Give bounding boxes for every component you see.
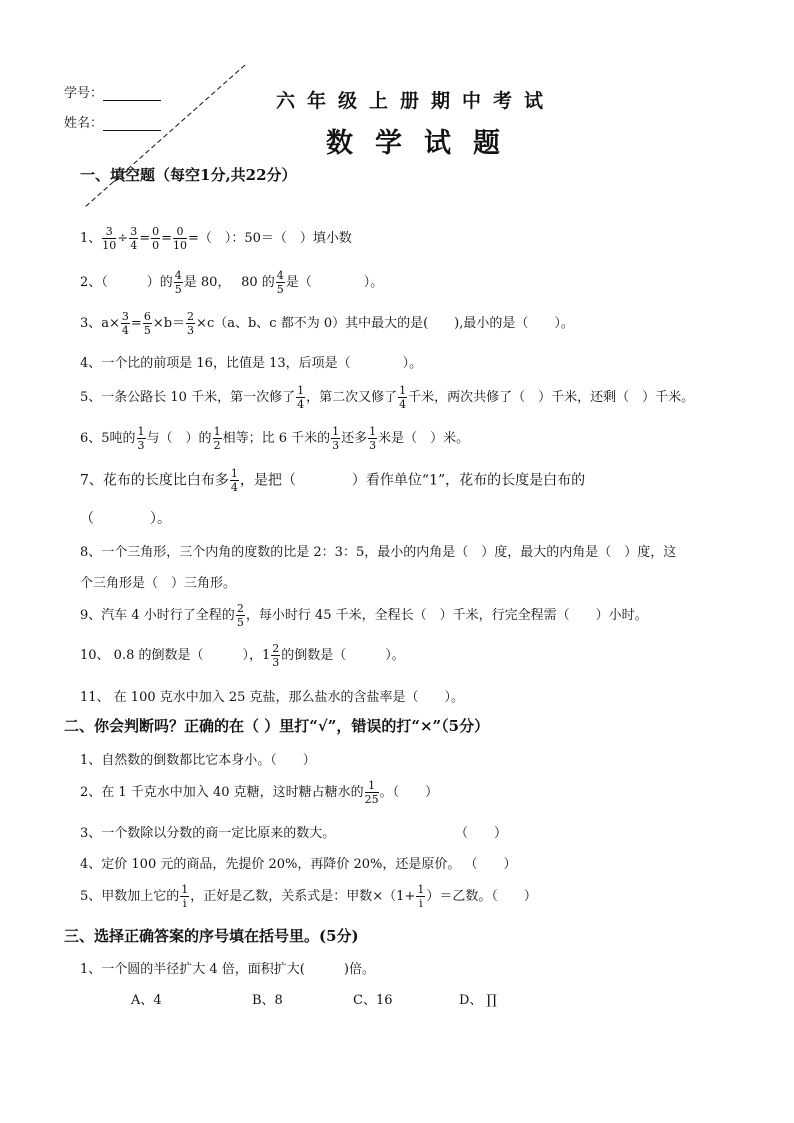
section-2-heading: 二、你会判断吗？正确的在（ ）里打“√”，错误的打“×”（5分）	[64, 717, 490, 735]
option-c[interactable]: C、16	[353, 993, 393, 1008]
exam-subtitle: 数学试题	[326, 128, 522, 159]
student-number-label: 学号：	[64, 82, 161, 101]
question-2-1: 1、自然数的倒数都比它本身小。（ ）	[80, 753, 316, 768]
question-1-9: 9、汽车 4 小时行了全程的 $\frac{2}{5}$ ，每小时行 45 千米，全程长（ ）千米，行完全程需（ ）小时。	[80, 602, 648, 629]
question-1-6: 6、5吨的 $\frac{1}{3}$ 与（ ）的 $\frac{1}{2}$ 相等；比 6 千米的 $\frac{1}{3}$ 还多 $\frac{1}{3}$ 米是（ ）米。	[80, 425, 470, 452]
exam-title: 六年级上册期中考试	[276, 90, 556, 112]
question-1-2: 2、（ ）的 $\frac{4}{5}$ 是 80， 80 的 $\frac{4}{5}$ 是（ ）。	[80, 269, 384, 296]
question-2-5: 5、甲数加上它的 $\frac{1}{i}$ ，正好是乙数，关系式是：甲数×（1+ $\frac{1}{i}$ ）＝乙数。（ ）	[80, 883, 537, 910]
question-2-3-answer: （ ）	[455, 826, 508, 841]
section-1-heading: 一、填空题（每空1分,共22分）	[80, 166, 297, 184]
option-d[interactable]: D、 ∏	[459, 993, 497, 1008]
question-1-8-cont: 个三角形是（ ）三角形。	[80, 576, 237, 591]
question-2-4: 4、定价 100 元的商品，先提价 20%，再降价 20%，还是原价。 （ ）	[80, 857, 517, 872]
question-2-3: 3、一个数除以分数的商一定比原来的数大。	[80, 826, 336, 841]
section-3-heading: 三、选择正确答案的序号填在括号里。(5分)	[64, 927, 359, 945]
binding-cut-line	[80, 62, 250, 212]
question-1-10: 10、 0.8 的倒数是（ ），1 $\frac{2}{3}$ 的倒数是（ ）。	[80, 642, 405, 669]
question-2-2: 2、在 1 千克水中加入 40 克糖，这时糖占糖水的 $\frac{1}{25}$ 。（ ）	[80, 779, 439, 806]
question-1-5: 5、一条公路长 10 千米，第一次修了 $\frac{1}{4}$ ，第二次又修了 $\frac{1}{4}$ 千米，两次共修了（ ）千米，还剩（ ）千米。	[80, 384, 695, 411]
question-1-3: 3、a× $\frac{3}{4}$ = $\frac{6}{5}$ ×b＝ $\frac{2}{3}$ ×c（a、b、c 都不为 0）其中最大的是( ),最小的是（ ）。	[80, 310, 574, 337]
option-b[interactable]: B、8	[252, 993, 283, 1008]
question-1-4: 4、一个比的前项是 16，比值是 13，后项是（ ）。	[80, 356, 423, 371]
question-1-1: 1、 $\frac{3}{10}$ ÷ $\frac{3}{4}$ = $\frac{0}{0}$ = $\frac{0}{10}$ =（ ）：50＝（ ）填小数	[80, 225, 352, 252]
option-a[interactable]: A、4	[131, 993, 162, 1008]
question-1-7: 7、花布的长度比白布多 $\frac{1}{4}$ ，是把（ ）看作单位“1”，花布的长度是白布的	[80, 467, 586, 494]
question-3-1: 1、一个圆的半径扩大 4 倍，面积扩大( )倍。	[80, 962, 375, 977]
question-1-11: 11、 在 100 克水中加入 25 克盐，那么盐水的含盐率是（ ）。	[80, 690, 465, 705]
student-name-label: 姓名：	[64, 112, 161, 131]
question-1-7-cont: （ ）。	[80, 511, 171, 527]
question-1-8: 8、一个三角形，三个内角的度数的比是 2：3：5，最小的内角是（ ）度，最大的内角是（ ）度，这	[80, 545, 677, 560]
